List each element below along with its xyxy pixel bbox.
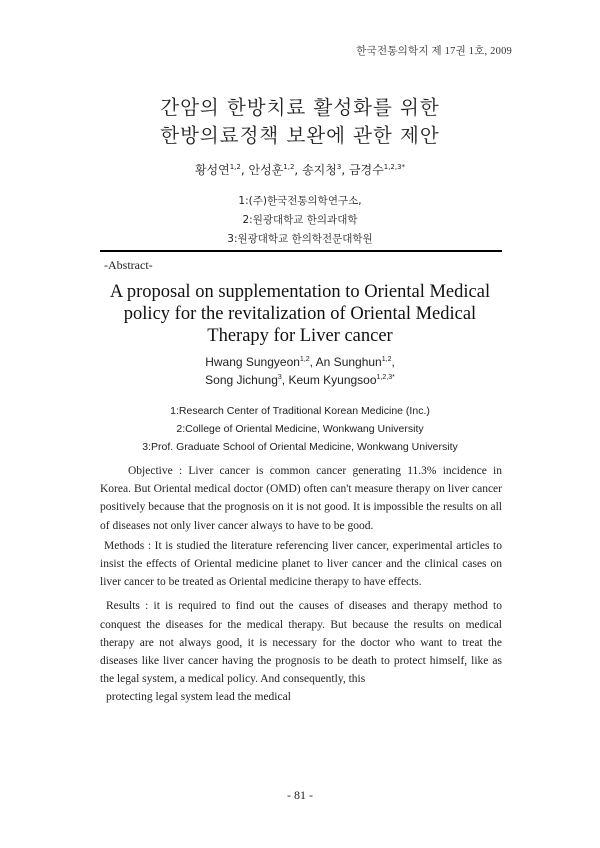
affiliation: 1:Research Center of Traditional Korean Medicine (Inc.) [170, 405, 430, 417]
author-sup: 1,2 [299, 356, 310, 363]
author-sup: 1,2,3* [383, 163, 406, 171]
objective-paragraph: Objective : Liver cancer is common cancer generating 11.3% incidence in Korea. But Oriental medical doctor (OMD) often can't measure therapy on liver cancer positively because that the prognosis on it is not good. It is impossible the results on all of diseases not only liver cancer always to have to be good. [100, 465, 502, 532]
english-title-line: policy for the revitalization of Oriental Medical [123, 304, 477, 324]
korean-title-line: 한방의료정책 보완에 관한 제안 [160, 124, 440, 147]
author-sup: 3 [336, 163, 342, 171]
journal-header: 한국전통의학지 제 17권 1호, 2009 [356, 46, 512, 57]
author-sup: 1,2,3* [376, 374, 395, 381]
author-sup: 1,2 [381, 356, 392, 363]
korean-title-line: 간암의 한방치료 활성화를 위한 [160, 96, 440, 119]
author-name: An Sunghun [315, 355, 382, 369]
english-affiliations [0, 402, 600, 456]
page-number: - 81 - [287, 788, 313, 802]
english-title-line: A proposal on supplementation to Oriental Medical [109, 282, 491, 302]
english-authors [0, 353, 600, 389]
abstract-label: -Abstract- [104, 258, 153, 272]
abstract-body [100, 462, 502, 707]
korean-authors: 황성연$^{1,2}$, 안성훈$^{1,2}$, 송지청$^3$, 금경수$^{1,2,3*}$ [194, 163, 406, 177]
author-sup: 3 [277, 374, 282, 381]
affiliation: 3:Prof. Graduate School of Oriental Medicine, Wonkwang University [142, 441, 458, 453]
english-authors-line: Hwang Sungyeon$^{1,2}$, An Sunghun$^{1,2}$, [205, 355, 395, 369]
affiliation: 3:원광대학교 한의학전문대학원 [227, 233, 373, 245]
author-name: Keum Kyungsoo [288, 373, 377, 387]
korean-affiliations [0, 192, 600, 249]
methods-paragraph: Methods : It is studied the literature referencing liver cancer, experimental articles to insist the effects of Oriental medicine planet to liver cancer and the clinical cases on liver cancer to be treated as Oriental medicine therapy to have effects. [100, 539, 502, 589]
affiliation: 2:College of Oriental Medicine, Wonkwang University [176, 423, 424, 435]
results-last-line: protecting legal system lead the medical [106, 691, 291, 704]
english-authors-line: Song Jichung$^3$, Keum Kyungsoo$^{1,2,3*}$ [205, 373, 395, 387]
author-name: 안성훈 [248, 163, 284, 177]
korean-title [0, 94, 600, 150]
english-title-line: Therapy for Liver cancer [207, 326, 393, 346]
author-name: 송지청 [302, 163, 337, 177]
english-title [0, 281, 600, 347]
results-text: Results : it is required to find out the causes of diseases and therapy method to conquest the diseases for the medical therapy. But because the results on medical therapy are not always good, it is necessary for the doctor who want to treat the diseases like liver cancer having the prognosis to be death to protect himself, like as the legal system, a medical policy. And consequently, this [100, 600, 502, 686]
author-name: Song Jichung [205, 373, 278, 387]
author-sup: 1,2 [229, 163, 241, 171]
author-name: 금경수 [348, 163, 384, 177]
section-divider [100, 250, 502, 252]
affiliation: 2:원광대학교 한의과대학 [242, 214, 358, 226]
author-name: Hwang Sungyeon [205, 355, 300, 369]
author-sup: 1,2 [283, 163, 295, 171]
author-name: 황성연 [194, 163, 230, 177]
results-paragraph [100, 597, 502, 706]
affiliation: 1:(주)한국전통의학연구소, [238, 195, 362, 207]
